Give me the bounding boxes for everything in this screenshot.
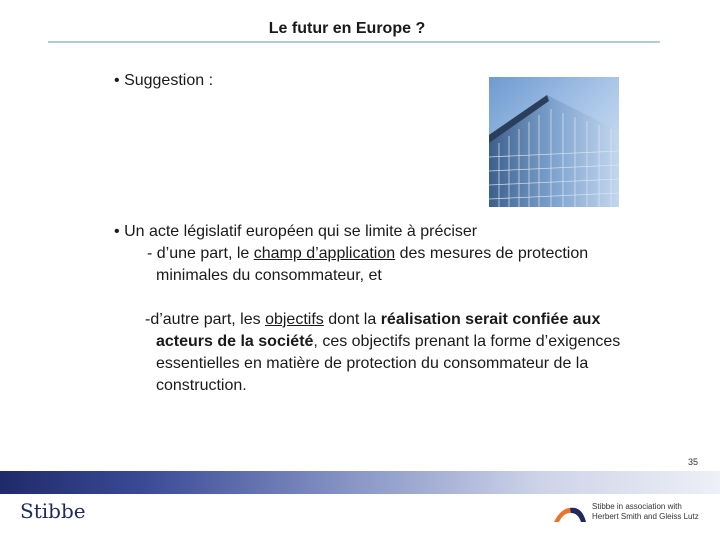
page-number: 35	[688, 457, 699, 467]
item1-underlined: champ d’application	[253, 245, 396, 262]
item2-line4: construction.	[156, 377, 247, 394]
item2-lead: d’autre part, les	[150, 311, 266, 328]
building-photo	[489, 77, 619, 207]
suggestion-label: Suggestion :	[124, 72, 214, 89]
slide-title: Le futur en Europe ?	[268, 20, 426, 37]
stibbe-logo: Stibbe	[20, 499, 86, 523]
item2-line3: essentielles en matière de protection du consommateur de la	[156, 355, 589, 372]
partner-text	[592, 502, 699, 522]
dash: -	[145, 311, 151, 328]
item2-line2	[156, 331, 620, 353]
item2-underlined: objectifs	[265, 311, 324, 328]
item2-rest2: , ces objectifs prenant la forme d’exigences	[313, 333, 621, 350]
item2-bold1: réalisation serait confiée aux	[380, 311, 601, 328]
bullet-marker: •	[114, 223, 120, 240]
footer-band	[0, 471, 720, 494]
partner-line2: Herbert Smith and Gleiss Lutz	[592, 512, 699, 521]
bullet-marker: •	[114, 72, 120, 89]
item1-lead: d’une part, le	[156, 245, 254, 262]
item1-line2: minimales du consommateur, et	[156, 267, 382, 284]
dash: -	[147, 245, 153, 262]
partner-line1: Stibbe in association with	[592, 502, 682, 511]
title-divider	[48, 41, 660, 43]
intro-text: Un acte législatif européen qui se limite à préciser	[124, 223, 478, 240]
item1-line1	[147, 243, 588, 265]
intro-bullet	[114, 221, 477, 243]
partner-logo-icon	[552, 502, 588, 524]
item2-mid: dont la	[323, 311, 381, 328]
item1-rest: des mesures de protection	[395, 245, 589, 262]
item2-bold2: acteurs de la société	[156, 333, 314, 350]
item2-line1	[145, 309, 600, 331]
suggestion-bullet	[114, 70, 213, 92]
